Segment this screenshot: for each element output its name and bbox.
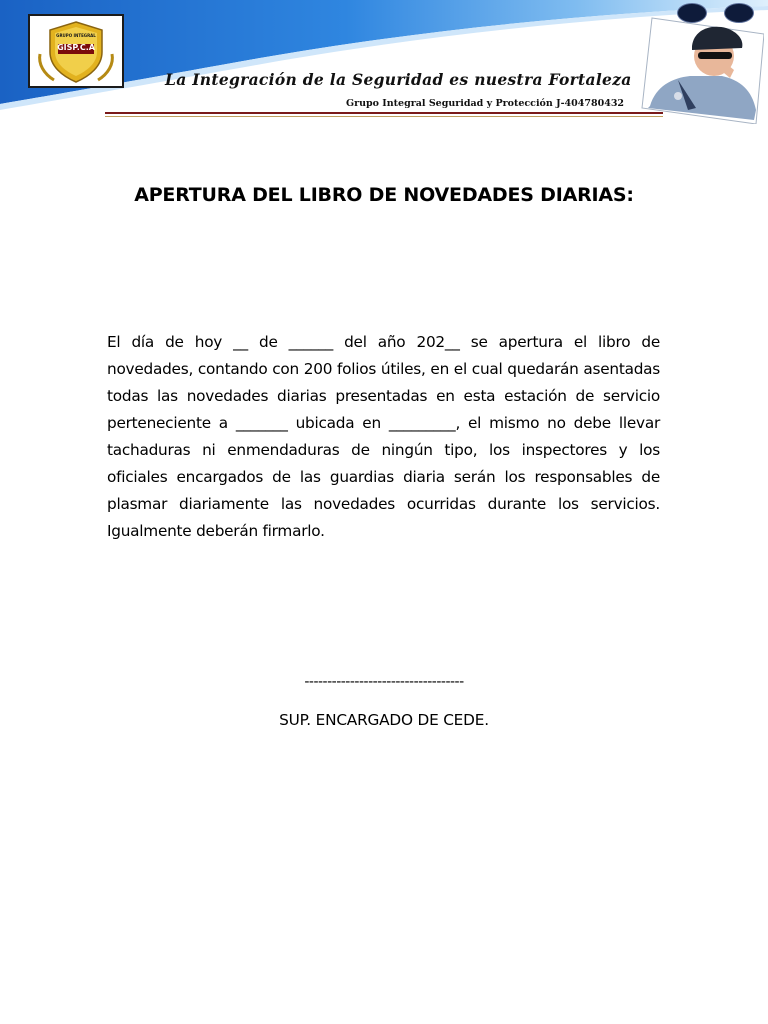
security-guard-photo (638, 14, 764, 124)
logo-acronym: GISP.C.A (57, 43, 95, 52)
logo-subtext: GRUPO INTEGRAL (56, 33, 96, 38)
company-logo (28, 14, 124, 88)
document-title: APERTURA DEL LIBRO DE NOVEDADES DIARIAS: (134, 184, 634, 206)
letterhead (0, 0, 768, 140)
header-rule-thin (105, 116, 663, 117)
document-body: El día de hoy __ de ______ del año 202__ se apertura el libro de novedades, contando con 200 folios útiles, en el cual quedarán asentadas todas las novedades diarias presentadas en esta estación de servicio perteneciente a _______ ubicada en _________, el mismo no debe llevar tachaduras ni enmendaduras de ningún tipo, los inspectores y los oficiales encargados de las guardias diaria serán los responsables de plasmar diariamente las novedades ocurridas durante los servicios. Igualmente deberán firmarlo. (107, 333, 660, 540)
header-rule (105, 112, 663, 114)
signature-line: ----------------------------------- (304, 674, 464, 690)
company-registration: Grupo Integral Seguridad y Protección J-404780432 (346, 98, 625, 109)
signature-name: SUP. ENCARGADO DE CEDE. (279, 711, 489, 729)
company-slogan: La Integración de la Seguridad es nuestra Fortaleza (165, 70, 632, 89)
